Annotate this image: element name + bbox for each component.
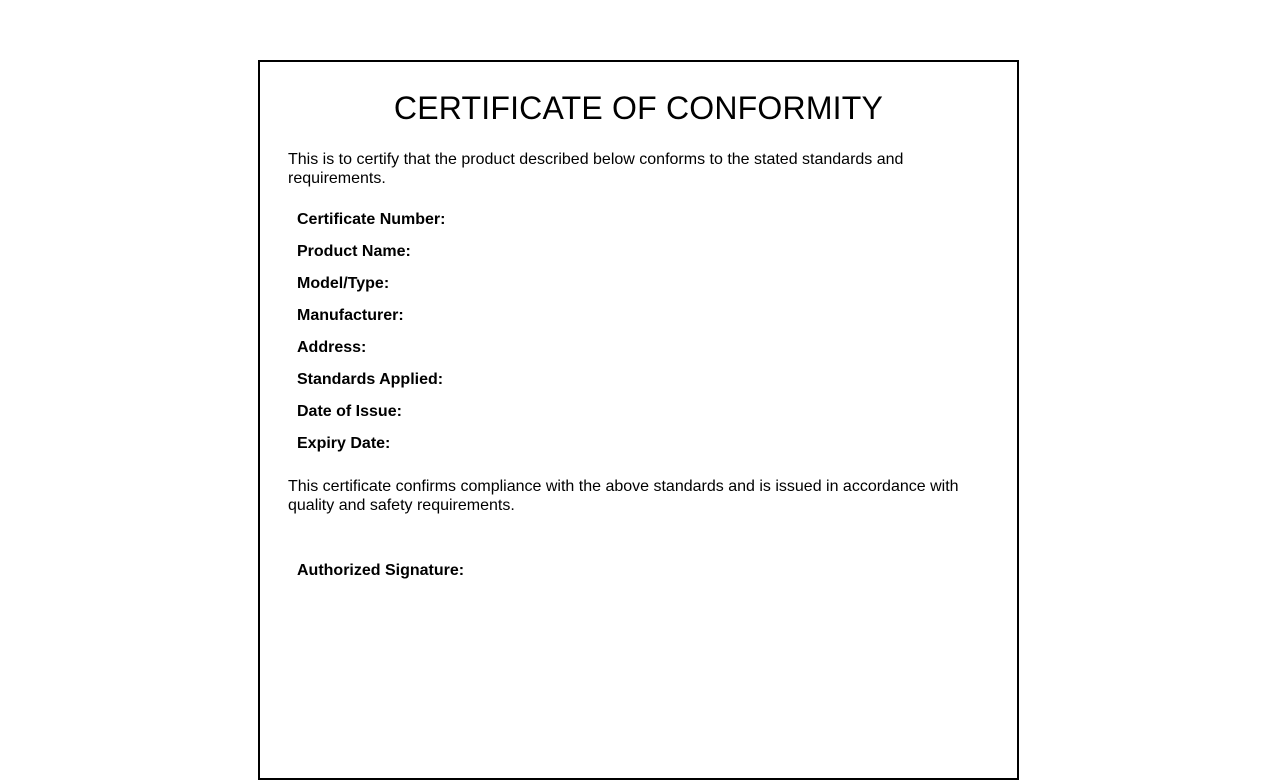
- field-label: Address:: [297, 339, 367, 356]
- authorized-signature-label: Authorized Signature:: [297, 562, 465, 579]
- certificate-title: CERTIFICATE OF CONFORMITY: [393, 90, 884, 126]
- field-row-model-type: [297, 274, 989, 293]
- certificate-closing-text: This certificate confirms compliance with the above standards and is issued in accordance with quality and safety requirements.: [288, 478, 959, 514]
- certificate-document: [258, 60, 1019, 780]
- field-label: Model/Type:: [297, 275, 390, 292]
- field-row-manufacturer: [297, 306, 989, 325]
- field-row-product-name: [297, 242, 989, 261]
- field-label: Product Name:: [297, 243, 411, 260]
- field-row-certificate-number: [297, 210, 989, 229]
- certificate-intro-text: This is to certify that the product described below conforms to the stated standards and requirements.: [288, 151, 904, 187]
- field-row-date-of-issue: [297, 402, 989, 421]
- field-label: Standards Applied:: [297, 371, 444, 388]
- field-row-address: [297, 338, 989, 357]
- field-label: Date of Issue:: [297, 403, 402, 420]
- field-label: Expiry Date:: [297, 435, 391, 452]
- certificate-fields: [288, 210, 989, 453]
- field-row-standards-applied: [297, 370, 989, 389]
- field-label: Manufacturer:: [297, 307, 404, 324]
- field-row-expiry-date: [297, 434, 989, 453]
- field-label: Certificate Number:: [297, 211, 446, 228]
